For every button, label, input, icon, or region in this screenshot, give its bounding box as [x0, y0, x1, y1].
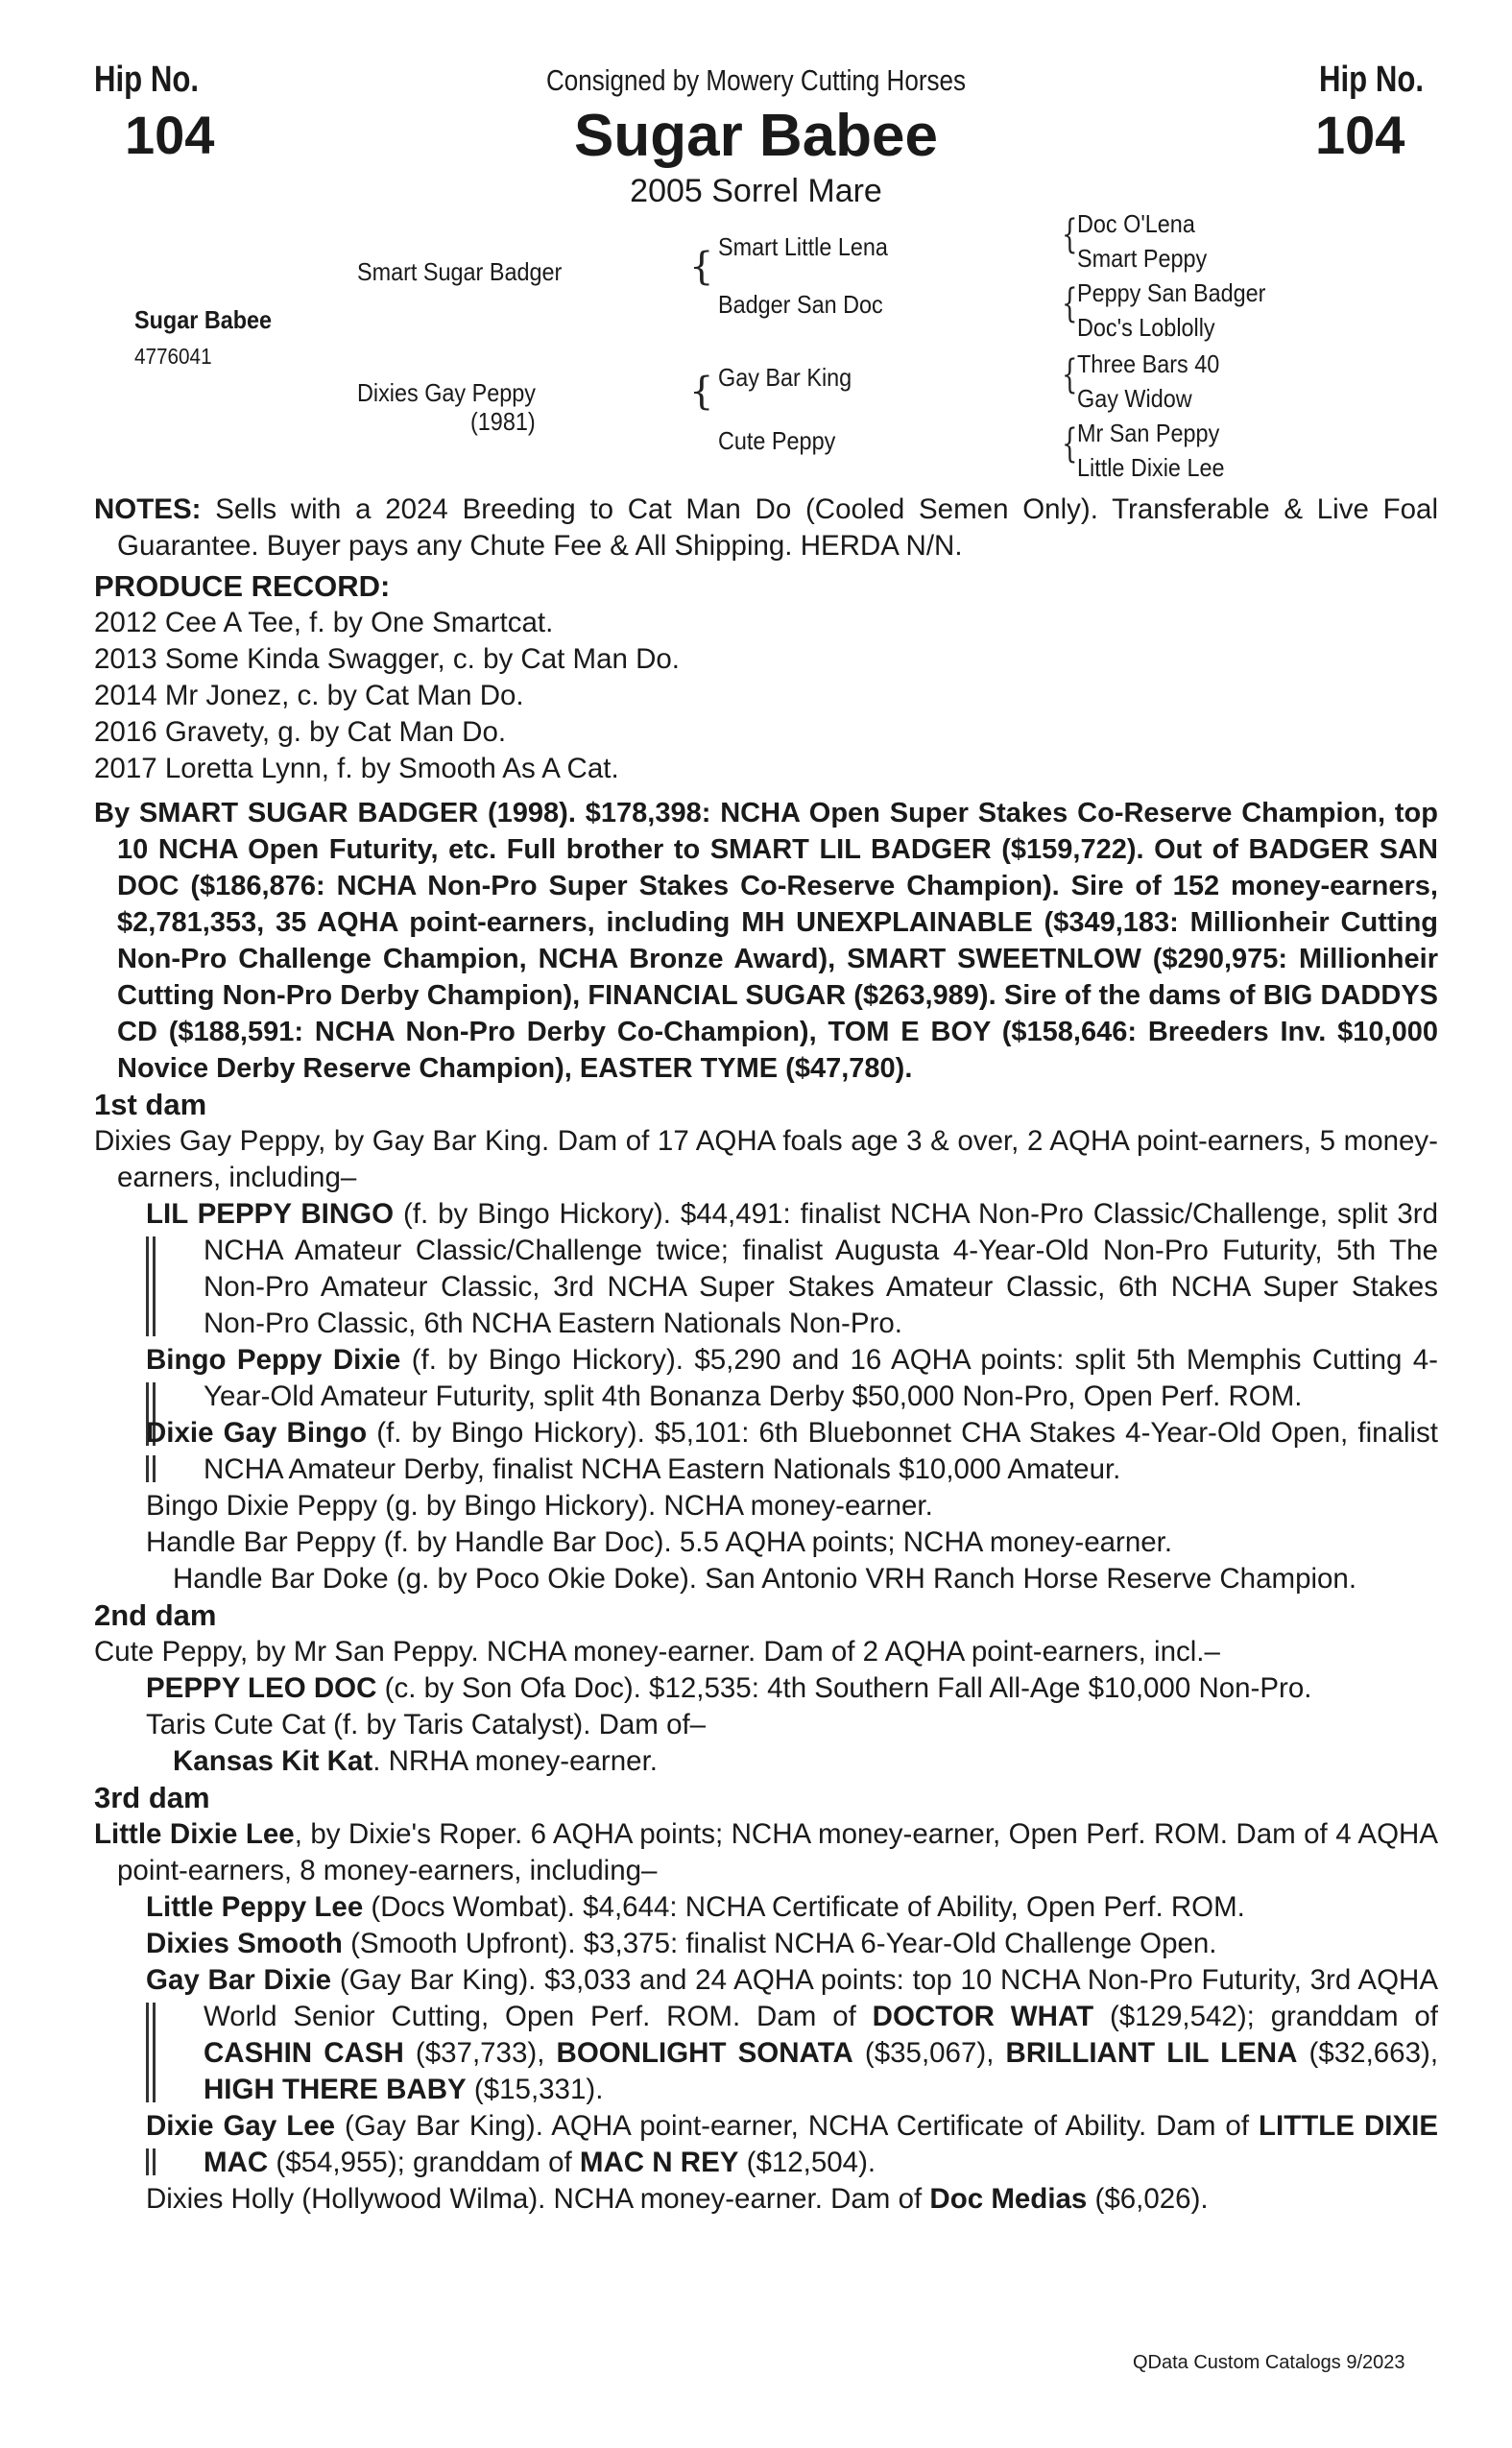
sire-paragraph: By SMART SUGAR BADGER (1998). $178,398: NCHA Open Super Stakes Co-Reserve Champion, top 10 NCHA Open Futurity, etc. Full brother to SMART LIL BADGER ($159,722). Out of BADGER SAN DOC ($186,876: NCHA Non-Pro Super Stakes Co-Reserve Champion). Sire of 152 money-earners, $2,781,353, 35 AQHA point-earners, including MH UNEXPLAINABLE ($349,183: Millionheir Cutting Non-Pro Challenge Champion, NCHA Bronze Award), SMART SWEETNLOW ($290,975: Millionheir Cutting Non-Pro Derby Champion), FINANCIAL SUGAR ($263,989). Sire of the dams of BIG DADDYS CD ($188,591: NCHA Non-Pro Derby Co-Champion), TOM E BOY ($158,646: Breeders Inv. $10,000 Novice Derby Reserve Champion), EASTER TYME ($47,780).	[94, 798, 1438, 1084]
offspring-entry	[94, 1889, 1438, 1926]
produce-name: Doc Medias	[929, 2183, 1088, 2215]
pedigree-gen3-3: Peppy San Badger	[1077, 278, 1266, 307]
offspring-entry: Handle Bar Peppy (f. by Handle Bar Doc). 5.5 AQHA points; NCHA money-earner.	[146, 1526, 1173, 1558]
notes-label: NOTES:	[94, 493, 202, 525]
third-dam-intro	[94, 1816, 1438, 1889]
offspring-name: Bingo Peppy Dixie	[146, 1344, 401, 1376]
offspring-text: ($54,955); granddam of	[268, 2147, 580, 2178]
pedigree-brace: {	[1062, 281, 1078, 327]
offspring-text: (c. by Son Ofa Doc). $12,535: 4th Southern Fall All-Age $10,000 Non-Pro.	[376, 1672, 1312, 1704]
pedigree-dam-sire: Gay Bar King	[718, 363, 852, 392]
pedigree-gen3-7: Mr San Peppy	[1077, 419, 1220, 447]
offspring-sub-entry	[94, 1743, 1438, 1780]
notes-paragraph	[94, 492, 1438, 564]
horse-subtitle: 2005 Sorrel Mare	[630, 173, 882, 209]
catalog-body	[94, 492, 1438, 2218]
offspring-entry	[94, 1196, 1438, 1342]
pedigree-gen3-8: Little Dixie Lee	[1077, 453, 1225, 482]
offspring-text: ($32,663),	[1297, 2037, 1439, 2069]
produce-marker	[146, 2003, 156, 2102]
pedigree-gen3-4: Doc's Loblolly	[1077, 313, 1215, 342]
offspring-text: (f. by Bingo Hickory). $5,101: 6th Bluebonnet CHA Stakes 4-Year-Old Open, finalist NCHA Amateur Derby, finalist NCHA Eastern Nationals $10,000 Amateur.	[204, 1417, 1438, 1485]
produce-marker	[146, 1455, 156, 1482]
offspring-text: (Docs Wombat). $4,644: NCHA Certificate of Ability, Open Perf. ROM.	[363, 1891, 1245, 1923]
pedigree-subject-reg: 4776041	[134, 344, 212, 369]
produce-name: CASHIN CASH	[204, 2037, 404, 2069]
notes-text: Sells with a 2024 Breeding to Cat Man Do (Cooled Semen Only). Transferable & Live Foal Guarantee. Buyer pays any Chute Fee & All Shipping. HERDA N/N.	[117, 493, 1438, 562]
offspring-text: . NRHA money-earner.	[372, 1745, 658, 1777]
footer-credit: QData Custom Catalogs 9/2023	[1133, 2352, 1405, 2373]
pedigree-brace: {	[1062, 421, 1078, 468]
produce-record-heading: PRODUCE RECORD:	[94, 569, 391, 603]
dam-name: Little Dixie Lee	[94, 1818, 295, 1850]
offspring-text: (Gay Bar King). $3,033 and 24 AQHA points: top 10 NCHA Non-Pro Futurity, 3rd AQHA World Senior Cutting, Open Perf. ROM. Dam of	[204, 1964, 1438, 2032]
produce-name: DOCTOR WHAT	[872, 2001, 1094, 2032]
offspring-text: ($37,733),	[403, 2037, 557, 2069]
offspring-name: PEPPY LEO DOC	[146, 1672, 377, 1704]
produce-item: 2014 Mr Jonez, c. by Cat Man Do.	[94, 680, 524, 711]
offspring-name: Dixie Gay Lee	[146, 2110, 336, 2142]
pedigree-gen3-6: Gay Widow	[1077, 384, 1192, 413]
offspring-entry	[94, 1670, 1438, 1707]
hip-label-left: Hip No.	[94, 60, 200, 100]
third-dam-heading: 3rd dam	[94, 1781, 210, 1814]
offspring-entry	[94, 2108, 1438, 2181]
produce-name: BOONLIGHT SONATA	[556, 2037, 853, 2069]
offspring-entry	[94, 1342, 1438, 1415]
offspring-name: LIL PEPPY BINGO	[146, 1198, 395, 1230]
offspring-text: Dixies Holly (Hollywood Wilma). NCHA money-earner. Dam of	[146, 2183, 930, 2215]
offspring-entry	[94, 1926, 1438, 1962]
produce-name: LITTLE DIXIE MAC	[204, 2110, 1438, 2178]
produce-name: HIGH THERE BABY	[204, 2074, 467, 2105]
pedigree-brace: {	[1062, 212, 1078, 258]
hip-number-right: 104	[1315, 105, 1405, 165]
hip-label-right: Hip No.	[1319, 60, 1425, 100]
offspring-entry	[94, 2181, 1438, 2218]
offspring-name: Gay Bar Dixie	[146, 1964, 332, 1996]
pedigree-dam: Dixies Gay Peppy	[357, 378, 536, 407]
produce-marker	[146, 2148, 156, 2175]
produce-marker	[146, 1236, 156, 1336]
pedigree-brace: {	[689, 245, 714, 289]
offspring-text: (Gay Bar King). AQHA point-earner, NCHA Certificate of Ability. Dam of	[335, 2110, 1260, 2142]
offspring-text: (f. by Bingo Hickory). $5,290 and 16 AQHA points: split 5th Memphis Cutting 4-Year-Old Amateur Futurity, split 4th Bonanza Derby $50,000 Non-Pro, Open Perf. ROM.	[204, 1344, 1438, 1412]
pedigree-gen3-5: Three Bars 40	[1077, 349, 1220, 378]
pedigree-sire-sire: Smart Little Lena	[718, 232, 888, 261]
produce-item: 2012 Cee A Tee, f. by One Smartcat.	[94, 607, 554, 638]
horse-name-title: Sugar Babee	[573, 103, 939, 169]
pedigree-subject-name: Sugar Babee	[134, 305, 273, 334]
offspring-text: ($35,067),	[852, 2037, 1006, 2069]
offspring-name: Kansas Kit Kat	[173, 1745, 373, 1777]
offspring-name: Little Peppy Lee	[146, 1891, 364, 1923]
offspring-entry: Bingo Dixie Peppy (g. by Bingo Hickory). NCHA money-earner.	[146, 1490, 933, 1522]
offspring-text: ($12,504).	[738, 2147, 876, 2178]
dam-text: , by Dixie's Roper. 6 AQHA points; NCHA money-earner, Open Perf. ROM. Dam of 4 AQHA point-earners, 8 money-earners, including–	[117, 1818, 1439, 1886]
pedigree-sire-dam: Badger San Doc	[718, 290, 883, 319]
pedigree-gen3-1: Doc O'Lena	[1077, 209, 1195, 238]
pedigree-sire: Smart Sugar Badger	[357, 257, 563, 286]
offspring-text: (f. by Bingo Hickory). $44,491: finalist NCHA Non-Pro Classic/Challenge, split 3rd NCHA Amateur Classic/Challenge twice; finalist Augusta 4-Year-Old Non-Pro Futurity, 5th The Non-Pro Amateur Classic, 3rd NCHA Super Stakes Amateur Classic, 6th NCHA Super Stakes Non-Pro Classic, 6th NCHA Eastern Nationals Non-Pro.	[204, 1198, 1438, 1339]
offspring-text: ($6,026).	[1087, 2183, 1209, 2215]
offspring-text: ($129,542); granddam of	[1093, 2001, 1438, 2032]
pedigree-brace: {	[689, 370, 714, 414]
offspring-entry: Taris Cute Cat (f. by Taris Catalyst). Dam of–	[146, 1709, 707, 1740]
produce-item: 2017 Loretta Lynn, f. by Smooth As A Cat.	[94, 753, 619, 784]
offspring-text: (Smooth Upfront). $3,375: finalist NCHA 6-Year-Old Challenge Open.	[342, 1928, 1217, 1959]
consignor-line: Consigned by Mowery Cutting Horses	[545, 63, 967, 97]
offspring-entry	[94, 1962, 1438, 2108]
first-dam-intro: Dixies Gay Peppy, by Gay Bar King. Dam of 17 AQHA foals age 3 & over, 2 AQHA point-earners, 5 money-earners, including–	[94, 1125, 1438, 1193]
produce-item: 2013 Some Kinda Swagger, c. by Cat Man Do.	[94, 643, 681, 675]
pedigree-gen3-2: Smart Peppy	[1077, 244, 1208, 273]
first-dam-heading: 1st dam	[94, 1088, 207, 1121]
offspring-entry	[94, 1415, 1438, 1488]
offspring-name: Dixies Smooth	[146, 1928, 343, 1959]
second-dam-heading: 2nd dam	[94, 1598, 217, 1632]
produce-item: 2016 Gravety, g. by Cat Man Do.	[94, 716, 507, 748]
pedigree-brace: {	[1062, 352, 1078, 398]
pedigree-dam-year: (1981)	[470, 407, 536, 436]
offspring-text: ($15,331).	[466, 2074, 604, 2105]
pedigree-dam-dam: Cute Peppy	[718, 426, 836, 455]
second-dam-intro: Cute Peppy, by Mr San Peppy. NCHA money-earner. Dam of 2 AQHA point-earners, incl.–	[94, 1636, 1220, 1668]
offspring-name: Dixie Gay Bingo	[146, 1417, 368, 1449]
hip-number-left: 104	[125, 105, 215, 165]
produce-name: MAC N REY	[579, 2147, 739, 2178]
produce-name: BRILLIANT LIL LENA	[1005, 2037, 1298, 2069]
offspring-sub-entry: Handle Bar Doke (g. by Poco Okie Doke). San Antonio VRH Ranch Horse Reserve Champion.	[173, 1563, 1357, 1595]
